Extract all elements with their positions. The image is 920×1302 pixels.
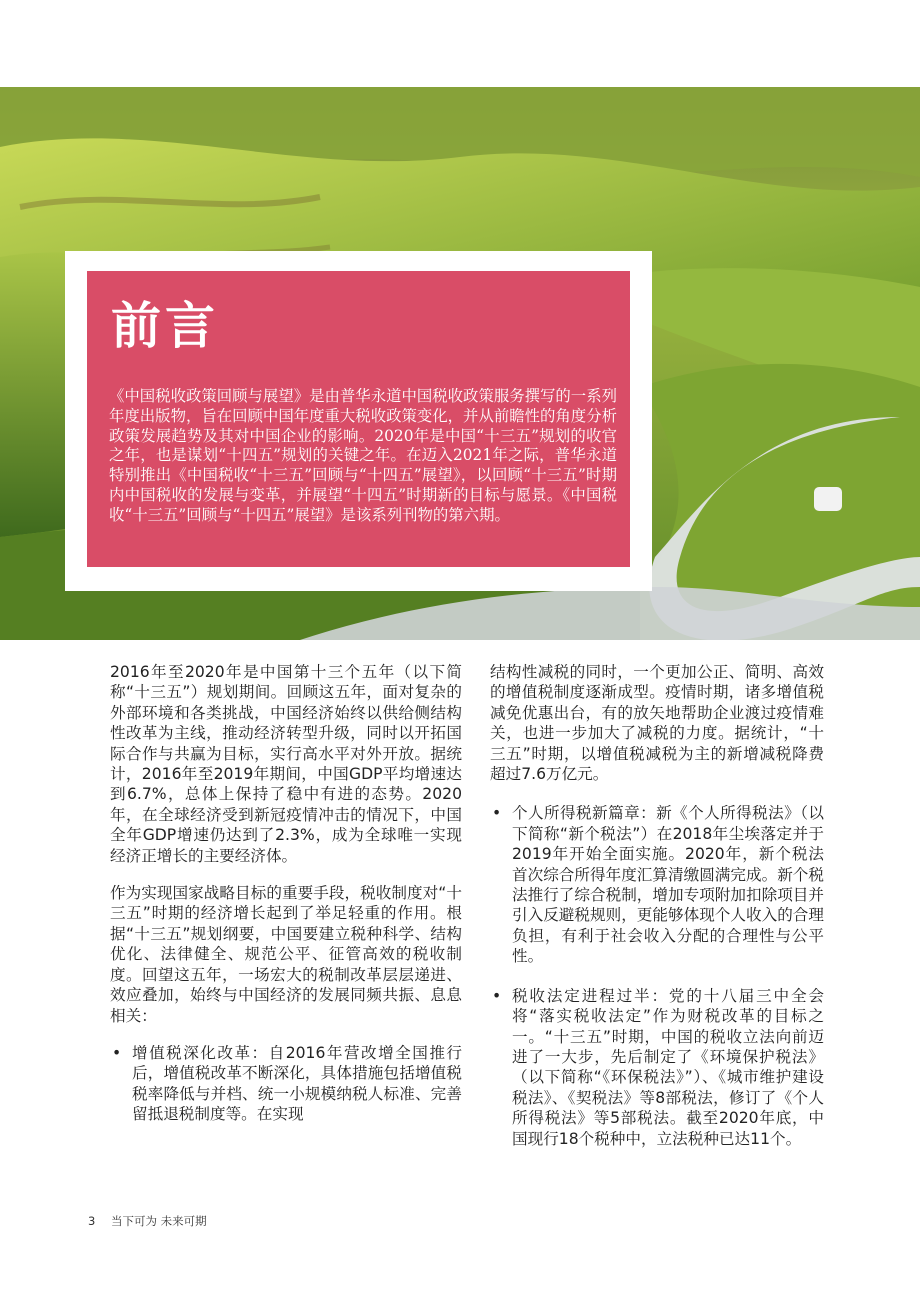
page-footer [88,1213,207,1229]
bullet-text: 增值税深化改革：自2016年营改增全国推行后，增值税改革不断深化，具体措施包括增值税税率降低与并档、统一小规模纳税人标准、完善留抵退税制度等。在实现 [132,1043,462,1124]
right-column [490,662,824,1168]
bullet-item-iit [490,803,824,966]
car-icon [814,487,842,511]
page-title: 前言 [111,296,219,355]
body-paragraph-1: 2016年至2020年是中国第十三个五年（以下简称“十三五”）规划期间。回顾这五年，面对复杂的外部环境和各类挑战，中国经济始终以供给侧结构性改革为主线，推动经济转型升级，同时以开拓国际合作与共赢为目标，实行高水平对外开放。据统计，2016年至2019年期间，中国GDP平均增速达到6.7%，总体上保持了稳中有进的态势。2020年，在全球经济受到新冠疫情冲击的情况下，中国全年GDP增速仍达到了2.3%，成为全球唯一实现经济正增长的主要经济体。 [110,663,462,865]
bullet-marker: • [492,986,502,1005]
bullet-item-tax-legislation [490,986,824,1149]
intro-paragraph: 《中国税收政策回顾与展望》是由普华永道中国税收政策服务撰写的一系列年度出版物，旨在回顾中国年度重大税收政策变化，并从前瞻性的角度分析政策发展趋势及其对中国企业的影响。2020年是中国“十三五”规划的收官之年，也是谋划“十四五”规划的关键之年。在迈入2021年之际，普华永道特别推出《中国税收“十三五”回顾与“十四五”展望》，以回顾“十三五”时期内中国税收的发展与变革，并展望“十四五”时期新的目标与愿景。《中国税收“十三五”回顾与“十四五”展望》是该系列刊物的第六期。 [109,387,617,524]
bullet-text: 个人所得税新篇章：新《个人所得税法》（以下简称“新个税法”）在2018年尘埃落定并于2019年开始全面实施。2020年，新个税法首次综合所得年度汇算清缴圆满完成。新个税法推行了综合税制，增加专项附加扣除项目并引入反避税规则，更能够体现个人收入的合理负担，有利于社会收入分配的合理性与公平性。 [512,804,824,966]
footer-label: 当下可为 未来可期 [110,1214,207,1228]
bullet-marker: • [492,804,502,823]
bullet-list-continued [490,803,824,1149]
bullet-text: 税收法定进程过半：党的十八届三中全会将“落实税收法定”作为财税改革的目标之一。“十三五”时期，中国的税收立法向前迈进了一大步，先后制定了《环境保护税法》（以下简称“《环保税法》”）、《城市维护建设税法》、《契税法》等8部税法，修订了《个人所得税法》等5部税法。截至2020年底，中国现行18个税种中，立法税种已达11个。 [512,986,824,1148]
bullet-marker: • [112,1043,122,1062]
page-number: 3 [88,1214,96,1228]
body-paragraph-2: 作为实现国家战略目标的重要手段，税收制度对“十三五”时期的经济增长起到了举足轻重的作用。根据“十三五”规划纲要，中国要建立税种科学、结构优化、法律健全、规范公平、征管高效的税收制度。回望这五年，一场宏大的税制改革层层递进、效应叠加，始终与中国经济的发展同频共振、息息相关： [110,884,462,1025]
bullet-item-vat [110,1043,462,1125]
bullet-list [110,1043,462,1125]
title-panel [87,271,630,567]
title-card [65,251,652,591]
left-column [110,662,462,1144]
bullet-continuation: 结构性减税的同时，一个更加公正、简明、高效的增值税制度逐渐成型。疫情时期，诸多增值税减免优惠出台，有的放矢地帮助企业渡过疫情难关，也进一步加大了减税的力度。据统计，“十三五”时期，以增值税减税为主的新增减税降费超过7.6万亿元。 [490,663,824,784]
